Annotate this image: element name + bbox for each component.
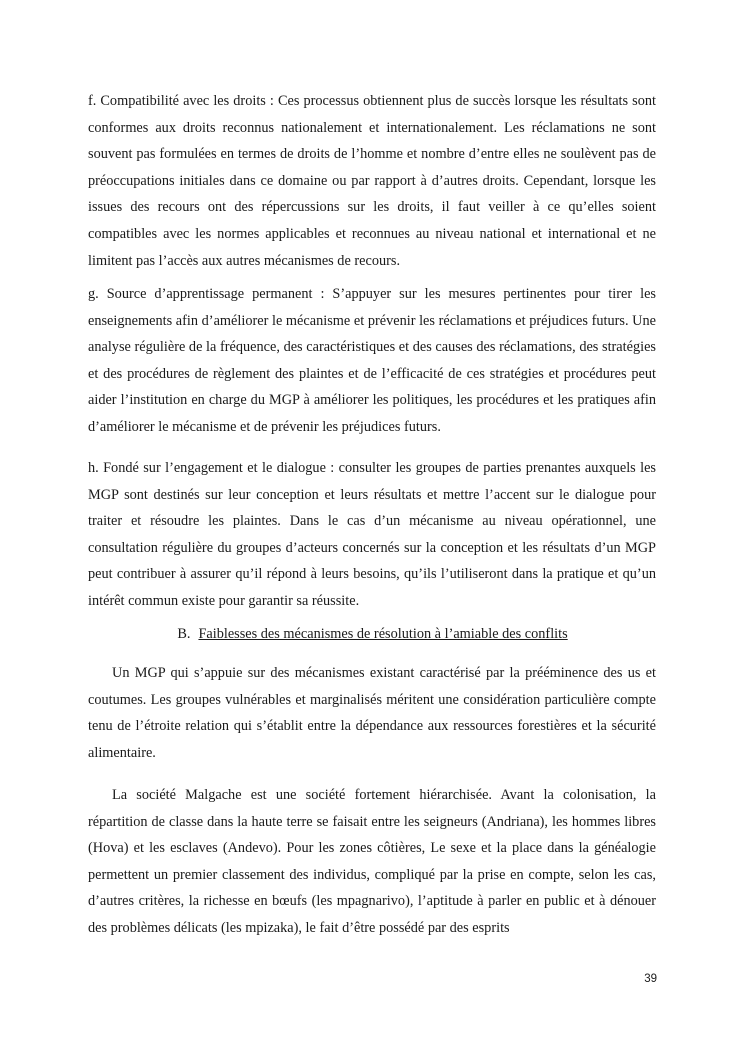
paragraph-mgp-us-coutumes: Un MGP qui s’appuie sur des mécanismes existant caractérisé par la prééminence des us et coutumes. Les groupes vulnérables et marginalisés méritent une considération particulière compte tenu de l’étroite relation qui s’établit entre la dépendance aux ressources forestières et la sécurité alimentaire. [88, 665, 656, 761]
paragraph-g-apprentissage: g. Source d’apprentissage permanent : S’appuyer sur les mesures pertinentes pour tirer les enseignements afin d’améliorer le mécanisme et prévenir les réclamations et préjudices futurs. Une analyse régulière de la fréquence, des caractéristiques et des causes des réclamations, des stratégies et des procédures de règlement des plaintes et de l’efficacité de ces stratégies et procédures peut aider l’institution en charge du MGP à améliorer les politiques, les procédures et les pratiques afin d’améliorer le mécanisme et de prévenir les préjudices futurs. [88, 286, 656, 435]
paragraph-f-compatibilite: f. Compatibilité avec les droits : Ces processus obtiennent plus de succès lorsque les résultats sont conformes aux droits reconnus nationalement et internationalement. Les réclamations ne sont souvent pas formulées en termes de droits de l’homme et nombre d’entre elles ne soulèvent pas de préoccupations initiales dans ce domaine ou par rapport à d’autres droits. Cependant, lorsque les issues des recours ont des répercussions sur les droits, il faut veiller à ce qu’elles soient compatibles avec les normes applicables et reconnues au niveau national et international et ne limitent pas l’accès aux autres mécanismes de recours. [88, 93, 656, 269]
paragraph-societe-malgache: La société Malgache est une société fortement hiérarchisée. Avant la colonisation, la répartition de classe dans la haute terre se faisait entre les seigneurs (Andriana), les hommes libres (Hova) et les esclaves (Andevo). Pour les zones côtières, Le sexe et la place dans la généalogie permettent un premier classement des individus, compliqué par la prise en compte, selon les cas, d’autres critères, la richesse en bœufs (les mpagnarivo), l’aptitude à parler en public et à dénouer des problèmes délicats (les mpizaka), le fait d’être possédé par des esprits [88, 787, 656, 936]
section-heading-letter: B. [177, 626, 191, 642]
section-heading-title: Faiblesses des mécanismes de résolution à l’amiable des conflits [198, 626, 568, 642]
paragraph-h-engagement: h. Fondé sur l’engagement et le dialogue : consulter les groupes de parties prenantes auxquels les MGP sont destinés sur leur conception et leurs résultats et mettre l’accent sur le dialogue pour traiter et résoudre les plaintes. Dans le cas d’un mécanisme au niveau opérationnel, une consultation régulière du groupes d’acteurs concernés sur la conception et les résultats d’un MGP peut contribuer à assurer qu’il répond à leurs besoins, qu’ils l’utiliseront dans la pratique et qu’un intérêt commun existe pour garantir sa réussite. [88, 460, 656, 609]
section-heading [0, 621, 745, 647]
page-number: 39 [644, 973, 657, 985]
